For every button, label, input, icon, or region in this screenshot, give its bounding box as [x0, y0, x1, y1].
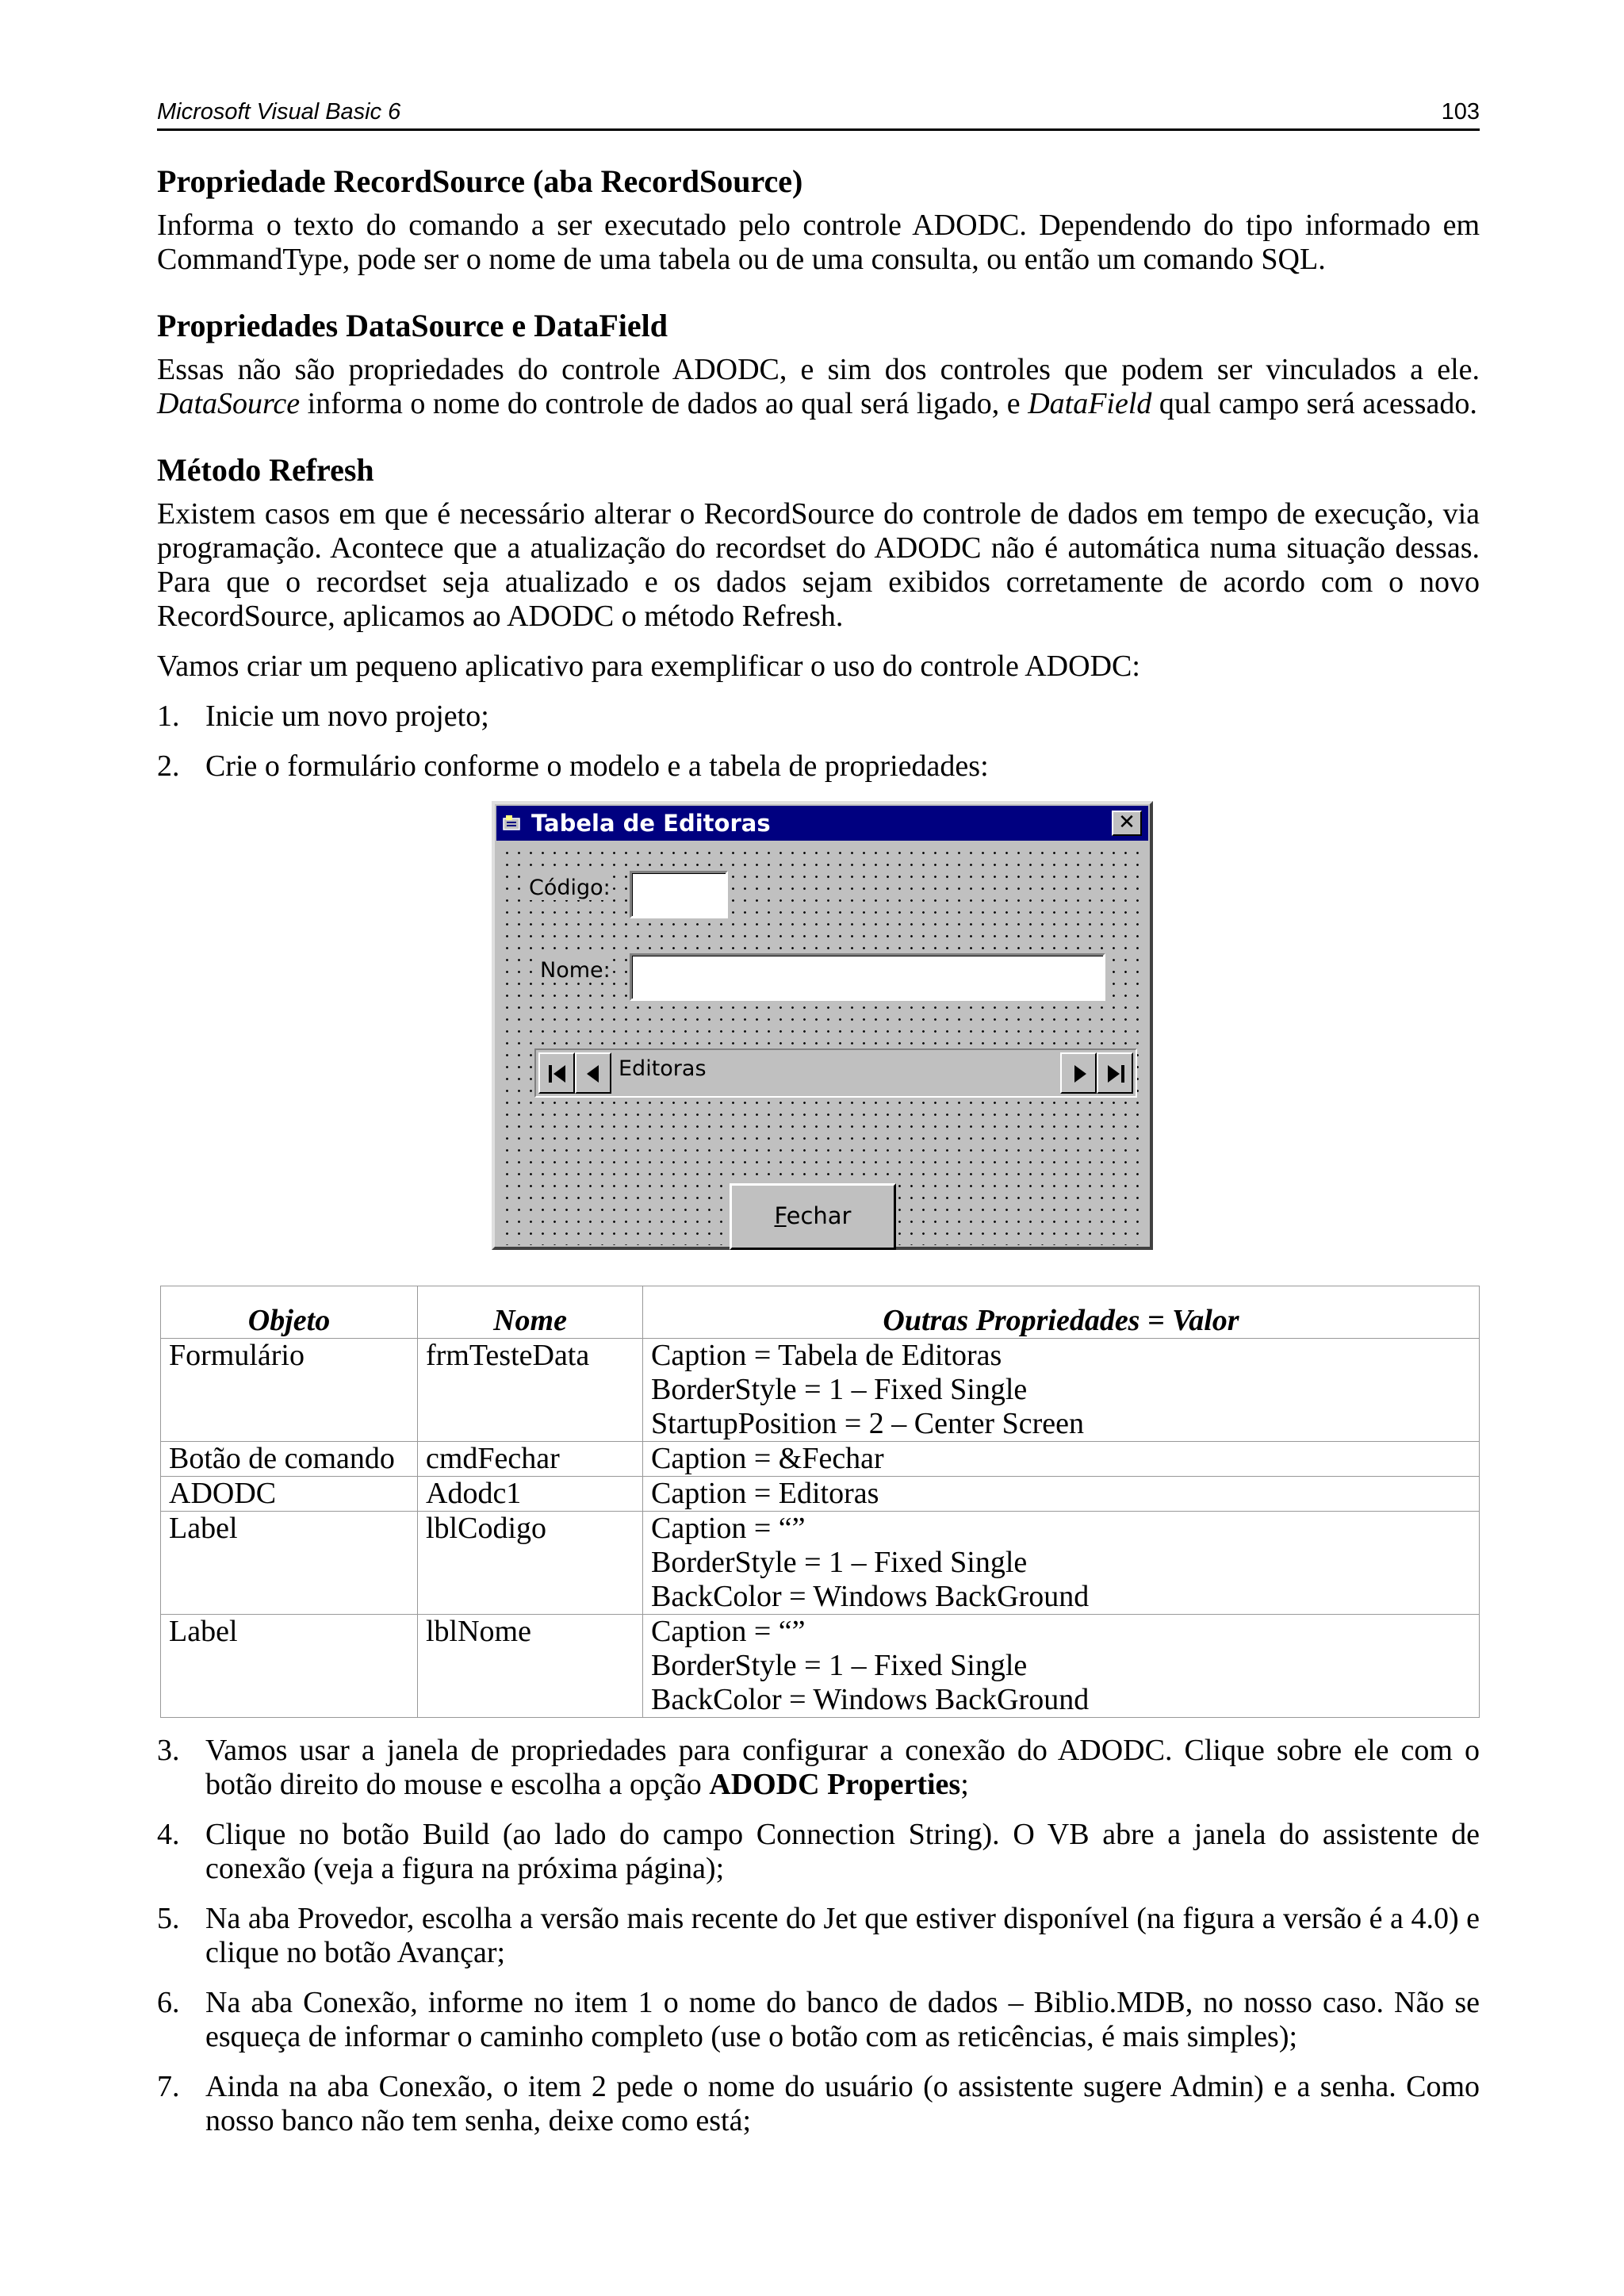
paragraph-refresh: Existem casos em que é necessário alterar o RecordSource do controle de dados em tempo de execução, via programação. Acontece que a atualização do recordset do ADODC não é automática numa situação dessas. Para que o recordset seja atualizado e os dados sejam exibidos corretamente de acordo com o novo RecordSource, aplicamos ao ADODC o método Refresh.	[157, 497, 1480, 633]
prop-line: BackColor = Windows BackGround	[651, 1683, 1090, 1716]
label-codigo: Código:	[527, 876, 613, 900]
list-item	[157, 700, 1480, 734]
table-row	[161, 1477, 1480, 1512]
header-outras-propriedades: Outras Propriedades = Valor	[643, 1286, 1480, 1339]
cell-nome: Adodc1	[418, 1477, 643, 1512]
step-number: 4.	[157, 1818, 180, 1851]
cell-nome: cmdFechar	[418, 1442, 643, 1477]
step-text: Inicie um novo projeto;	[205, 700, 489, 733]
table-header-row	[161, 1286, 1480, 1339]
cell-props	[643, 1442, 1480, 1477]
paragraph-tail: qual campo será acessado.	[1151, 387, 1477, 420]
page-content	[157, 163, 1480, 2138]
list-item	[157, 1902, 1480, 1970]
term-datasource: DataSource	[157, 387, 301, 420]
steps-list-after	[157, 1734, 1480, 2138]
step-text: Clique no botão Build (ao lado do campo Connection String). O VB abre a janela do assistente de conexão (veja a figura na próxima página);	[205, 1818, 1480, 1885]
move-first-button[interactable]	[538, 1052, 575, 1094]
move-next-button[interactable]	[1060, 1052, 1097, 1094]
step-text: Na aba Provedor, escolha a versão mais recente do Jet que estiver disponível (na figura a versão é a 4.0) e clique no botão Avançar;	[205, 1902, 1480, 1969]
adodc-control[interactable]	[534, 1048, 1137, 1098]
running-header	[157, 97, 1480, 131]
cell-props	[643, 1477, 1480, 1512]
vb-form-window	[492, 801, 1153, 1250]
heading-refresh: Método Refresh	[157, 452, 374, 488]
cell-objeto: Botão de comando	[161, 1442, 418, 1477]
fechar-label-rest: echar	[786, 1202, 852, 1229]
step-number: 2.	[157, 749, 180, 783]
steps-list-before	[157, 700, 1480, 784]
step-text: Na aba Conexão, informe no item 1 o nome do banco de dados – Biblio.MDB, no nosso caso. Não se esqueça de informar o caminho completo (use o botão com as reticências, é mais simples);	[205, 1986, 1480, 2053]
table-row	[161, 1442, 1480, 1477]
codigo-textbox[interactable]	[630, 871, 728, 918]
table-row	[161, 1339, 1480, 1442]
list-item	[157, 749, 1480, 784]
prop-line: Caption = &Fechar	[651, 1442, 884, 1475]
paragraph-intro: Essas não são propriedades do controle ADODC, e sim dos controles que podem ser vinculados a ele.	[157, 353, 1480, 386]
header-nome: Nome	[418, 1286, 643, 1339]
cell-objeto: Label	[161, 1615, 418, 1718]
prop-line: BorderStyle = 1 – Fixed Single	[651, 1546, 1028, 1579]
fechar-button[interactable]	[730, 1183, 896, 1250]
step-number: 7.	[157, 2070, 180, 2103]
paragraph-datasource-datafield	[157, 353, 1480, 421]
table-row	[161, 1615, 1480, 1718]
list-item	[157, 1734, 1480, 1802]
move-last-icon	[1106, 1064, 1125, 1084]
step-number: 5.	[157, 1902, 180, 1935]
cell-objeto: Label	[161, 1512, 418, 1615]
move-previous-icon	[584, 1064, 603, 1084]
move-first-icon	[548, 1064, 567, 1084]
move-last-button[interactable]	[1097, 1052, 1133, 1094]
form-app-icon	[503, 814, 522, 831]
step-bold-term: ADODC Properties	[709, 1768, 961, 1801]
prop-line: BorderStyle = 1 – Fixed Single	[651, 1373, 1028, 1406]
prop-line: Caption = “”	[651, 1512, 806, 1545]
nome-textbox[interactable]	[630, 953, 1105, 1001]
cell-objeto: Formulário	[161, 1339, 418, 1442]
adodc-caption: Editoras	[619, 1056, 707, 1081]
step-text: Crie o formulário conforme o modelo e a tabela de propriedades:	[205, 749, 989, 783]
step-number: 3.	[157, 1734, 180, 1767]
cell-props	[643, 1339, 1480, 1442]
heading-datasource-datafield: Propriedades DataSource e DataField	[157, 308, 668, 343]
list-item	[157, 2070, 1480, 2138]
paragraph-recordsource: Informa o texto do comando a ser executado pelo controle ADODC. Dependendo do tipo informado em CommandType, pode ser o nome de uma tabela ou de uma consulta, ou então um comando SQL.	[157, 209, 1480, 276]
vb-window-title: Tabela de Editoras	[531, 810, 771, 837]
cell-objeto: ADODC	[161, 1477, 418, 1512]
page-number: 103	[1441, 99, 1480, 125]
prop-line: BorderStyle = 1 – Fixed Single	[651, 1649, 1028, 1682]
paragraph-mid: informa o nome do controle de dados ao qual será ligado, e	[300, 387, 1028, 420]
header-objeto: Objeto	[161, 1286, 418, 1339]
term-datafield: DataField	[1028, 387, 1152, 420]
book-title: Microsoft Visual Basic 6	[157, 99, 401, 125]
vb-title-bar	[496, 806, 1148, 841]
fechar-hotkey: F	[774, 1202, 787, 1229]
prop-line: Caption = Tabela de Editoras	[651, 1339, 1002, 1372]
label-nome: Nome:	[538, 958, 613, 983]
cell-nome: frmTesteData	[418, 1339, 643, 1442]
vb-form-client-area	[496, 842, 1148, 1245]
prop-line: Caption = Editoras	[651, 1477, 879, 1510]
prop-line: BackColor = Windows BackGround	[651, 1580, 1090, 1613]
step-text: Ainda na aba Conexão, o item 2 pede o nome do usuário (o assistente sugere Admin) e a senha. Como nosso banco não tem senha, deixe como está;	[205, 2070, 1480, 2137]
close-icon: ✕	[1118, 811, 1136, 834]
step-text: Vamos usar a janela de propriedades para configurar a conexão do ADODC. Clique sobre ele com o botão direito do mouse e escolha a opção	[205, 1734, 1480, 1801]
step-number: 1.	[157, 700, 180, 733]
prop-line: Caption = “”	[651, 1615, 806, 1648]
step-number: 6.	[157, 1986, 180, 2019]
list-item	[157, 1986, 1480, 2054]
move-previous-button[interactable]	[575, 1052, 611, 1094]
table-row	[161, 1512, 1480, 1615]
properties-table	[160, 1286, 1480, 1718]
step-text-end: ;	[960, 1768, 969, 1801]
cell-nome: lblNome	[418, 1615, 643, 1718]
cell-props	[643, 1512, 1480, 1615]
cell-props	[643, 1615, 1480, 1718]
heading-recordsource: Propriedade RecordSource (aba RecordSource)	[157, 163, 803, 199]
move-next-icon	[1070, 1064, 1089, 1084]
cell-nome: lblCodigo	[418, 1512, 643, 1615]
close-button[interactable]	[1112, 811, 1142, 836]
list-item	[157, 1818, 1480, 1886]
prop-line: StartupPosition = 2 – Center Screen	[651, 1407, 1084, 1440]
intro-paragraph: Vamos criar um pequeno aplicativo para exemplificar o uso do controle ADODC:	[157, 650, 1140, 683]
